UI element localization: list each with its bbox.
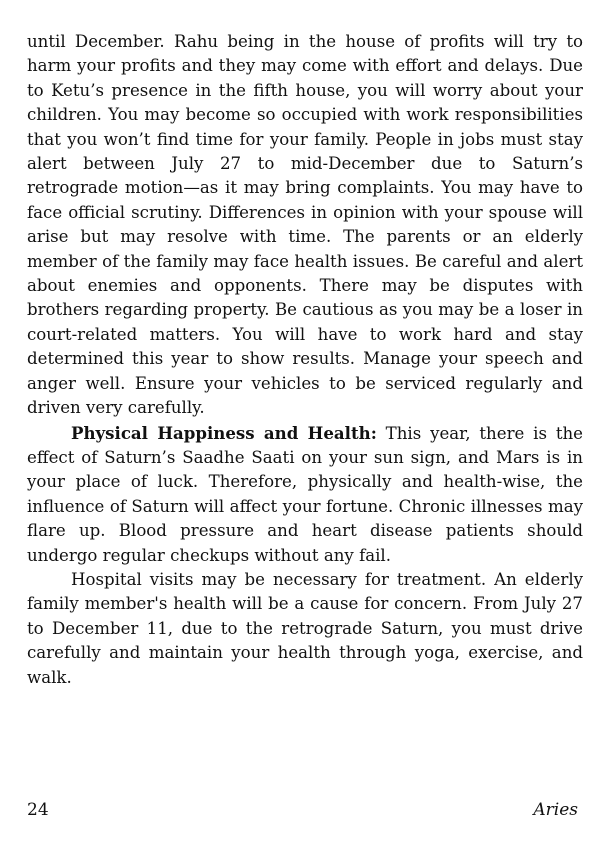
paragraph-hospital-visits: Hospital visits may be necessary for treatment. An elderly family member's health will be a cause for concern. From July 27 to December 11, due to the retrograde Saturn, you must drive carefully and maintain your health through yoga, exercise, and walk.: [27, 569, 583, 687]
section-heading-physical-happiness-health: Physical Happiness and Health:: [71, 422, 377, 443]
book-page-body: [27, 30, 583, 690]
page-number: 24: [27, 800, 49, 820]
page-footer: [27, 798, 578, 824]
running-title: Aries: [533, 800, 578, 820]
paragraph-physical-happiness-health: [27, 421, 583, 568]
paragraph-continuation: until December. Rahu being in the house of profits will try to harm your profits and they may come with effort and delays. Due to Ketu’s presence in the fifth house, you will worry about your children. You may become so occupied with work responsibilities that you won’t find time for your family. People in jobs must stay alert between July 27 to mid-December due to Saturn’s retrograde motion—as it may bring complaints. You may have to face official scrutiny. Differences in opinion with your spouse will arise but may resolve with time. The parents or an elderly member of the family may face health issues. Be careful and alert about enemies and opponents. There may be disputes with brothers regarding property. Be cautious as you may be a loser in court-related matters. You will have to work hard and stay determined this year to show results. Manage your speech and anger well. Ensure your vehicles to be serviced regularly and driven very carefully.: [27, 32, 583, 418]
paragraph-health-text: This year, there is the effect of Saturn’s Saadhe Saati on your sun sign, and Mars is in your place of luck. Therefore, physically and health-wise, the influence of Saturn will affect your fortune. Chronic illnesses may flare up. Blood pressure and heart disease patients should undergo regular checkups without any fail.: [27, 423, 583, 565]
